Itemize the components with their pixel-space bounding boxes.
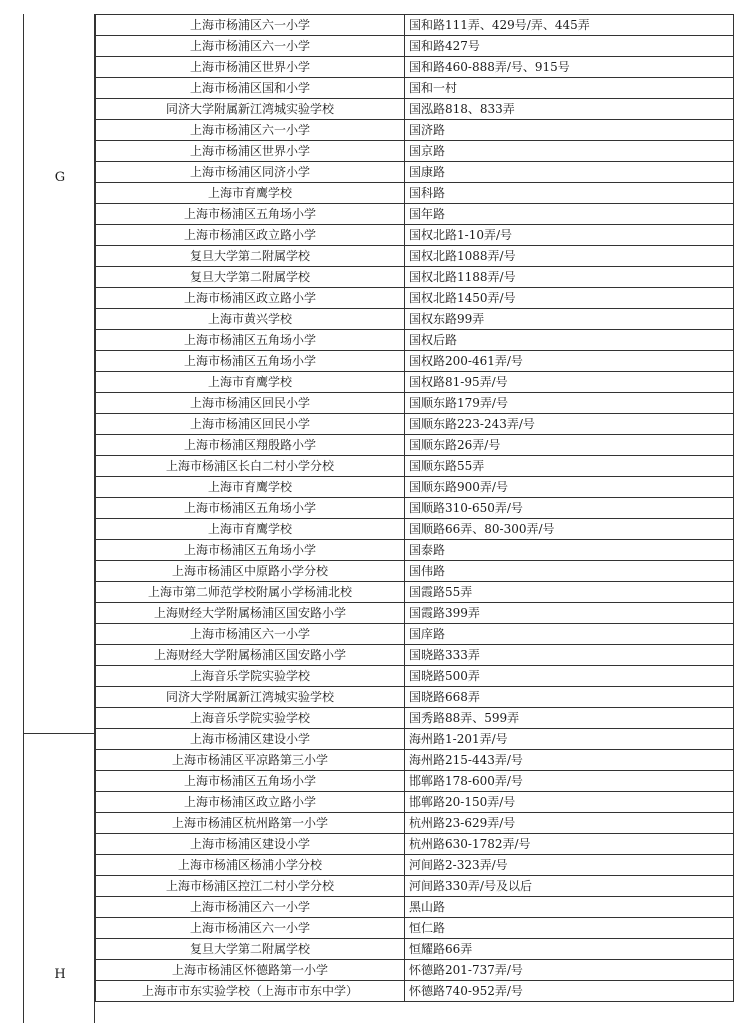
school-cell: 上海市杨浦区六一小学 [96, 15, 405, 36]
school-cell: 上海音乐学院实验学校 [96, 666, 405, 687]
school-cell: 上海市第二师范学校附属小学杨浦北校 [96, 582, 405, 603]
road-cell: 国和路111弄、429号/弄、445弄 [405, 15, 734, 36]
road-cell: 国权北路1088弄/号 [405, 246, 734, 267]
table-row [96, 78, 734, 99]
school-cell: 上海市杨浦区五角场小学 [96, 330, 405, 351]
road-cell: 河间路330弄/号及以后 [405, 876, 734, 897]
road-cell: 国权路200-461弄/号 [405, 351, 734, 372]
table-row [96, 624, 734, 645]
table-row [96, 603, 734, 624]
road-cell: 国京路 [405, 141, 734, 162]
table-row [96, 813, 734, 834]
road-cell: 国伟路 [405, 561, 734, 582]
road-cell: 河间路2-323弄/号 [405, 855, 734, 876]
table-row [96, 855, 734, 876]
road-cell: 国和路460-888弄/号、915号 [405, 57, 734, 78]
road-cell: 海州路1-201弄/号 [405, 729, 734, 750]
school-cell: 上海市杨浦区回民小学 [96, 414, 405, 435]
school-cell: 上海市杨浦区国和小学 [96, 78, 405, 99]
road-cell: 国顺东路55弄 [405, 456, 734, 477]
table-row [96, 750, 734, 771]
table-row [96, 435, 734, 456]
table-row [96, 582, 734, 603]
school-cell: 上海市杨浦区五角场小学 [96, 540, 405, 561]
table-row [96, 960, 734, 981]
school-cell: 上海市杨浦区五角场小学 [96, 771, 405, 792]
school-cell: 上海市育鹰学校 [96, 519, 405, 540]
table-row [96, 57, 734, 78]
letter-column-g [23, 14, 95, 733]
road-cell: 恒耀路66弄 [405, 939, 734, 960]
school-cell: 上海市杨浦区五角场小学 [96, 351, 405, 372]
road-cell: 国权后路 [405, 330, 734, 351]
table-row [96, 771, 734, 792]
road-cell: 怀德路740-952弄/号 [405, 981, 734, 1002]
school-cell: 上海市杨浦区五角场小学 [96, 498, 405, 519]
school-cell: 上海市杨浦区杭州路第一小学 [96, 813, 405, 834]
table-row [96, 288, 734, 309]
road-cell: 国科路 [405, 183, 734, 204]
road-cell: 邯郸路178-600弄/号 [405, 771, 734, 792]
table-row [96, 15, 734, 36]
school-cell: 上海市杨浦区平凉路第三小学 [96, 750, 405, 771]
table-row [96, 687, 734, 708]
road-cell: 国泓路818、833弄 [405, 99, 734, 120]
table-row [96, 981, 734, 1002]
school-cell: 上海市杨浦区世界小学 [96, 141, 405, 162]
table-row [96, 540, 734, 561]
group-letter-g: G [54, 170, 66, 185]
table-row [96, 498, 734, 519]
table-row [96, 477, 734, 498]
school-cell: 上海市育鹰学校 [96, 183, 405, 204]
road-cell: 国顺东路179弄/号 [405, 393, 734, 414]
road-cell: 国顺东路223-243弄/号 [405, 414, 734, 435]
table-row [96, 141, 734, 162]
road-cell: 国晓路333弄 [405, 645, 734, 666]
school-cell: 上海财经大学附属杨浦区国安路小学 [96, 603, 405, 624]
school-cell: 上海财经大学附属杨浦区国安路小学 [96, 645, 405, 666]
table-row [96, 393, 734, 414]
road-cell: 邯郸路20-150弄/号 [405, 792, 734, 813]
school-cell: 上海市育鹰学校 [96, 372, 405, 393]
school-cell: 上海市杨浦区政立路小学 [96, 225, 405, 246]
table-row [96, 351, 734, 372]
road-cell: 国顺东路900弄/号 [405, 477, 734, 498]
table-row [96, 267, 734, 288]
table-row [96, 99, 734, 120]
table-row [96, 246, 734, 267]
road-cell: 国康路 [405, 162, 734, 183]
table-row [96, 645, 734, 666]
school-cell: 复旦大学第二附属学校 [96, 939, 405, 960]
road-cell: 国庠路 [405, 624, 734, 645]
table-row [96, 414, 734, 435]
school-road-table [95, 14, 734, 1002]
road-cell: 国秀路88弄、599弄 [405, 708, 734, 729]
school-cell: 上海市杨浦区六一小学 [96, 36, 405, 57]
road-cell: 国顺路310-650弄/号 [405, 498, 734, 519]
school-cell: 上海市育鹰学校 [96, 477, 405, 498]
school-cell: 上海市杨浦区六一小学 [96, 624, 405, 645]
school-cell: 复旦大学第二附属学校 [96, 246, 405, 267]
table-row [96, 876, 734, 897]
table-row [96, 36, 734, 57]
road-cell: 国晓路668弄 [405, 687, 734, 708]
school-cell: 上海市市东实验学校（上海市市东中学） [96, 981, 405, 1002]
table-row [96, 309, 734, 330]
road-cell: 杭州路630-1782弄/号 [405, 834, 734, 855]
school-cell: 上海市杨浦区五角场小学 [96, 204, 405, 225]
table-row [96, 456, 734, 477]
group-letter-h: H [54, 967, 66, 982]
table-row [96, 834, 734, 855]
school-cell: 复旦大学第二附属学校 [96, 267, 405, 288]
school-cell: 上海市杨浦区政立路小学 [96, 288, 405, 309]
road-cell: 国权路81-95弄/号 [405, 372, 734, 393]
table-row [96, 939, 734, 960]
road-cell: 国和一村 [405, 78, 734, 99]
table-row [96, 519, 734, 540]
school-cell: 上海市黄兴学校 [96, 309, 405, 330]
school-cell: 上海市杨浦区控江二村小学分校 [96, 876, 405, 897]
table-row [96, 372, 734, 393]
table-row [96, 162, 734, 183]
table-row [96, 561, 734, 582]
school-cell: 上海市杨浦区六一小学 [96, 918, 405, 939]
school-cell: 上海市杨浦区世界小学 [96, 57, 405, 78]
table-row [96, 792, 734, 813]
school-cell: 上海市杨浦区杨浦小学分校 [96, 855, 405, 876]
table-row [96, 918, 734, 939]
road-cell: 黑山路 [405, 897, 734, 918]
table-row [96, 666, 734, 687]
road-cell: 国顺东路26弄/号 [405, 435, 734, 456]
road-cell: 国权东路99弄 [405, 309, 734, 330]
school-cell: 上海市杨浦区长白二村小学分校 [96, 456, 405, 477]
road-cell: 国霞路55弄 [405, 582, 734, 603]
road-cell: 国权北路1-10弄/号 [405, 225, 734, 246]
school-cell: 上海市杨浦区建设小学 [96, 729, 405, 750]
road-cell: 国晓路500弄 [405, 666, 734, 687]
school-cell: 上海市杨浦区建设小学 [96, 834, 405, 855]
road-cell: 杭州路23-629弄/号 [405, 813, 734, 834]
school-cell: 同济大学附属新江湾城实验学校 [96, 687, 405, 708]
letter-column-h [23, 733, 95, 1023]
table-row [96, 330, 734, 351]
road-cell: 国权北路1188弄/号 [405, 267, 734, 288]
table-row [96, 225, 734, 246]
table-row [96, 708, 734, 729]
road-cell: 国权北路1450弄/号 [405, 288, 734, 309]
school-cell: 同济大学附属新江湾城实验学校 [96, 99, 405, 120]
table-row [96, 120, 734, 141]
road-cell: 国和路427号 [405, 36, 734, 57]
road-cell: 海州路215-443弄/号 [405, 750, 734, 771]
school-cell: 上海音乐学院实验学校 [96, 708, 405, 729]
road-cell: 国顺路66弄、80-300弄/号 [405, 519, 734, 540]
school-cell: 上海市杨浦区中原路小学分校 [96, 561, 405, 582]
road-cell: 恒仁路 [405, 918, 734, 939]
school-cell: 上海市杨浦区回民小学 [96, 393, 405, 414]
table-row [96, 729, 734, 750]
road-cell: 国年路 [405, 204, 734, 225]
school-cell: 上海市杨浦区六一小学 [96, 120, 405, 141]
school-cell: 上海市杨浦区翔殷路小学 [96, 435, 405, 456]
table-row [96, 183, 734, 204]
road-cell: 国霞路399弄 [405, 603, 734, 624]
table-row [96, 204, 734, 225]
table-row [96, 897, 734, 918]
road-cell: 怀德路201-737弄/号 [405, 960, 734, 981]
school-cell: 上海市杨浦区六一小学 [96, 897, 405, 918]
school-cell: 上海市杨浦区政立路小学 [96, 792, 405, 813]
school-cell: 上海市杨浦区怀德路第一小学 [96, 960, 405, 981]
road-cell: 国济路 [405, 120, 734, 141]
school-cell: 上海市杨浦区同济小学 [96, 162, 405, 183]
road-cell: 国泰路 [405, 540, 734, 561]
